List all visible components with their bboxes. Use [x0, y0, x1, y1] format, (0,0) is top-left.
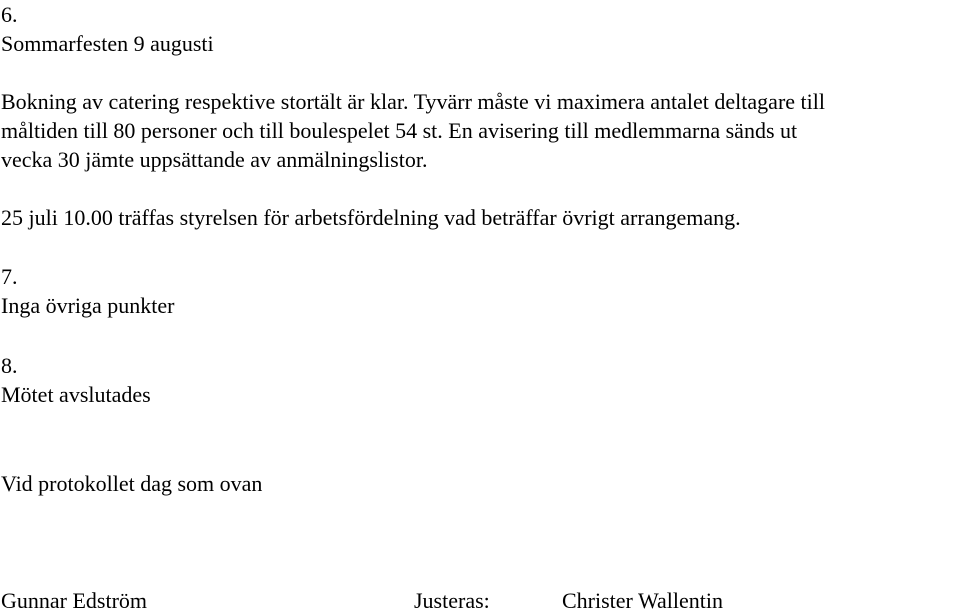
- item-8-number: 8.: [1, 353, 18, 378]
- paragraph-1-line-1: Bokning av catering respektive stortält är klar. Tyvärr måste vi maximera antalet deltagare till: [1, 89, 825, 114]
- item-7-number: 7.: [1, 264, 18, 289]
- secretary-name: Gunnar Edström: [1, 588, 148, 613]
- item-8-title: Mötet avslutades: [1, 382, 151, 407]
- paragraph-1-line-3: vecka 30 jämte uppsättande av anmälningslistor.: [1, 147, 428, 172]
- adjust-label: Justeras:: [414, 588, 490, 613]
- item-6-number: 6.: [1, 2, 18, 27]
- protocol-statement: Vid protokollet dag som ovan: [1, 471, 263, 496]
- paragraph-1-line-2: måltiden till 80 personer och till boulespelet 54 st. En avisering till medlemmarna sänds ut: [1, 118, 798, 143]
- adjuster-name: Christer Wallentin: [562, 588, 723, 613]
- item-7-title: Inga övriga punkter: [1, 293, 175, 318]
- item-6-title: Sommarfesten 9 augusti: [1, 31, 214, 56]
- signature-row: [0, 586, 960, 615]
- paragraph-2: 25 juli 10.00 träffas styrelsen för arbetsfördelning vad beträffar övrigt arrangemang.: [1, 205, 741, 230]
